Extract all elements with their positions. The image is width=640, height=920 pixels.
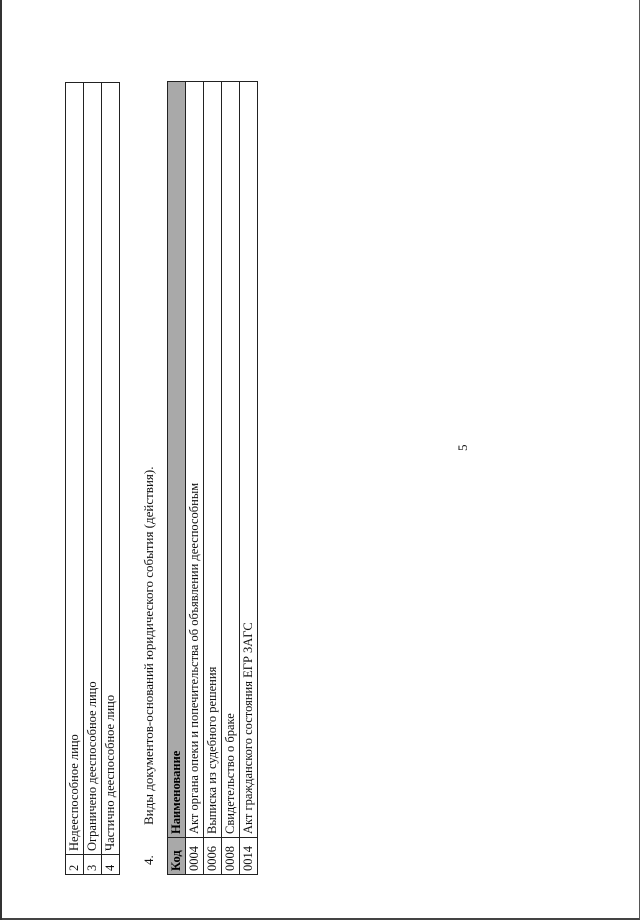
table-row [240,82,258,875]
section-number: 4. [141,855,156,865]
column-header-name: Наименование [168,82,186,838]
document-name: Акт гражданского состояния ЕГР ЗАГС [240,82,258,838]
rotated-page-content [65,65,545,895]
document-code: 0008 [222,838,240,875]
document-code: 0006 [204,838,222,875]
documents-table [167,81,258,875]
document-name: Свидетельство о браке [222,82,240,838]
table-row [102,83,120,875]
column-header-code: Код [168,838,186,875]
table-row [84,83,102,875]
capacity-code: 3 [84,855,102,875]
document-name: Акт органа опеки и попечительства об объявлении дееспособным [186,82,204,838]
capacity-name: Недееспособное лицо [66,83,84,855]
capacity-code: 2 [66,855,84,875]
document-name: Выписка из судебного решения [204,82,222,838]
capacity-code: 4 [102,855,120,875]
capacity-table [65,82,120,875]
table-row [186,82,204,875]
capacity-name: Частично дееспособное лицо [102,83,120,855]
table-row [222,82,240,875]
table-row [204,82,222,875]
page-number: 5 [455,444,470,451]
table-row [66,83,84,875]
section-title: Виды документов-оснований юридического события (действия). [141,466,156,825]
table-header-row [168,82,186,875]
capacity-name: Ограничено дееспособное лицо [84,83,102,855]
document-code: 0014 [240,838,258,875]
section-heading [141,467,157,865]
document-code: 0004 [186,838,204,875]
